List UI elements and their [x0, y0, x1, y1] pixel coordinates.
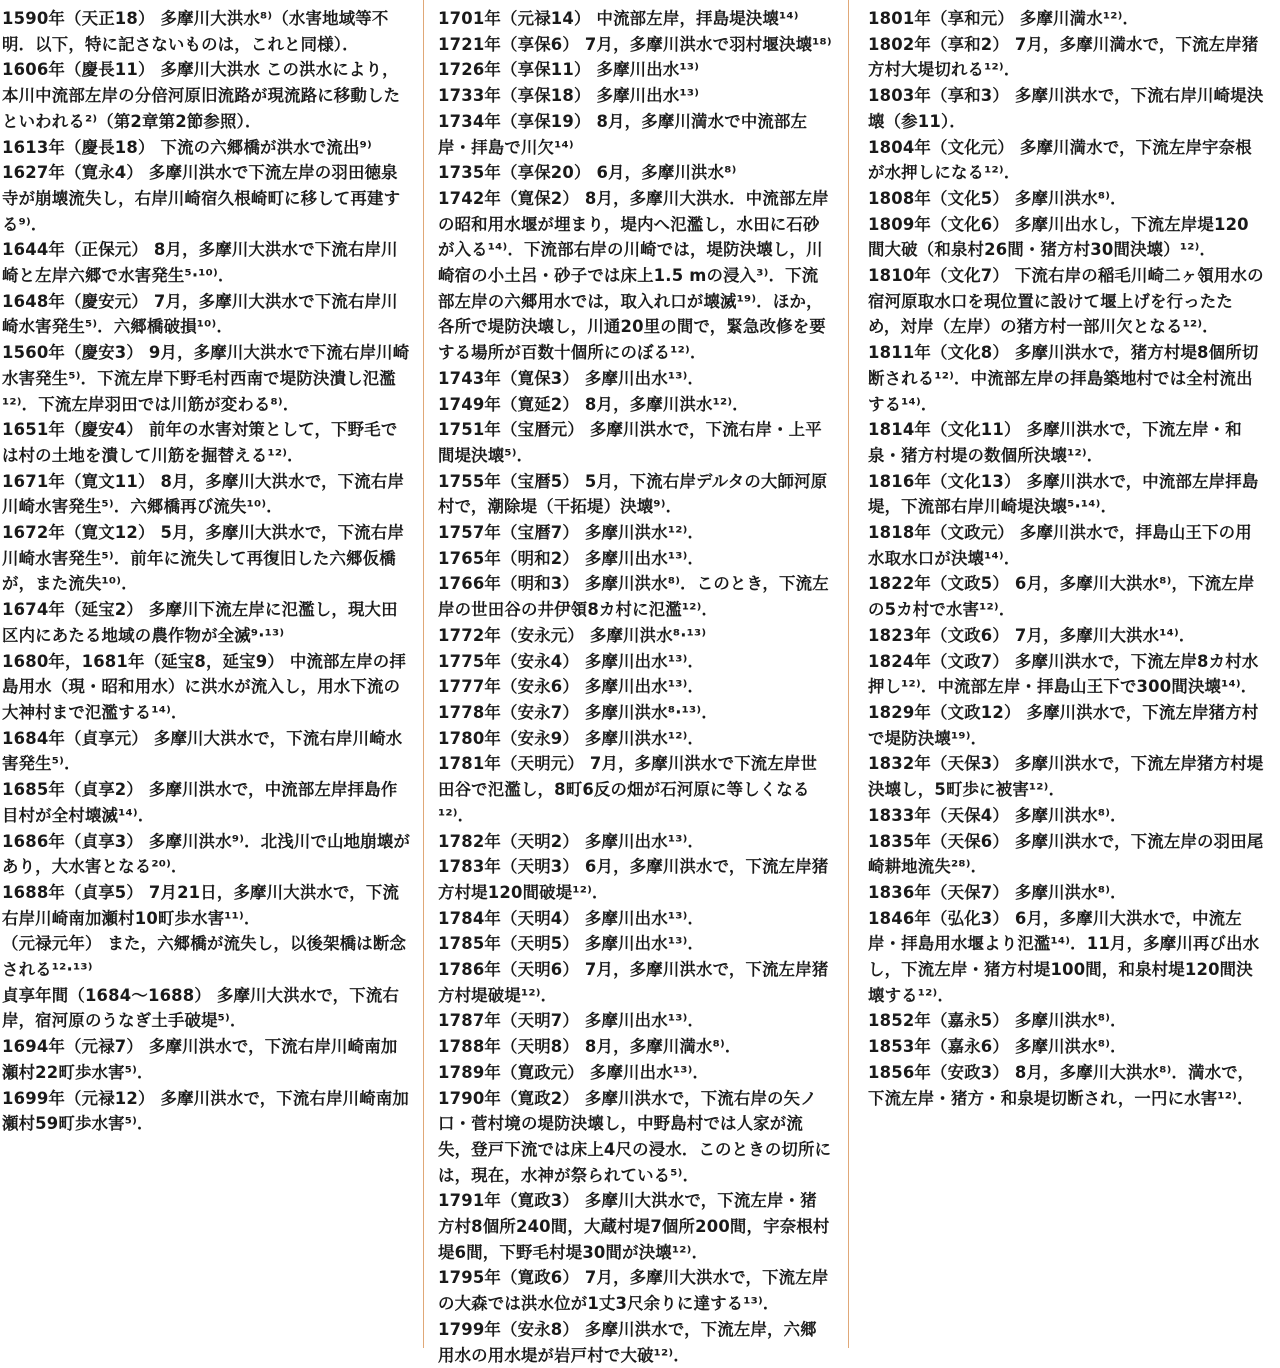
flood-entry: 1835年（天保6） 多摩川洪水で，下流左岸の羽田尾崎耕地流失²⁸⁾． — [868, 831, 1264, 877]
flood-entry: 1772年（安永元） 多摩川洪水⁸·¹³⁾ — [438, 625, 707, 645]
flood-entry: 1791年（寛政3） 多摩川大洪水で，下流左岸・猪方村8個所240間，大蔵村堤7個所200間，宇奈根村堤6間，下野毛村堤30間が決壊¹²⁾． — [438, 1191, 830, 1262]
flood-entry: 1846年（弘化3） 6月，多摩川大洪水で，中流左岸・拝島用水堰より氾濫¹⁴⁾．11月，多摩川再び出水し，下流左岸・猪方村堤100間，和泉村堤120間決壊する¹²⁾． — [868, 908, 1260, 1005]
flood-entry: 1742年（寛保2） 8月，多摩川大洪水．中流部左岸の昭和用水堰が埋まり，堤内へ氾濫し，水田に石砂が入る¹⁴⁾．下流部右岸の川崎では，堤防決壊し，川崎宿の小土呂・砂子では床上1.5 mの浸入³⁾．下流部左岸の六郷用水では，取入れ口が壊滅¹⁹⁾．ほか，各所で堤防決壊し，川通20里の間で，緊急改修を要する場所が百数十個所にのぼる¹²⁾． — [438, 188, 829, 363]
column-1 — [2, 6, 412, 1137]
column-divider — [848, 0, 849, 1348]
flood-entry: 1814年（文化11） 多摩川洪水で，下流左岸・和泉・猪方村堤の数個所決壊¹²⁾． — [868, 420, 1242, 465]
flood-entry: 1674年（延宝2） 多摩川下流左岸に氾濫し，現大田区内にあたる地域の農作物が全滅⁹·¹³⁾ — [2, 600, 398, 645]
flood-entry: 1808年（文化5） 多摩川洪水⁸⁾． — [868, 188, 1127, 208]
flood-entry: 1694年（元禄7） 多摩川洪水で，下流右岸川崎南加瀬村22町歩水害⁵⁾． — [2, 1037, 398, 1082]
flood-entry: 1686年（貞享3） 多摩川洪水⁹⁾．北浅川で山地崩壊があり，大水害となる²⁰⁾． — [2, 831, 411, 877]
flood-entry: 1775年（安永4） 多摩川出水¹³⁾． — [438, 651, 705, 671]
flood-entry: 1783年（天明3） 6月，多摩川洪水で，下流左岸猪方村堤120間破堤¹²⁾． — [438, 857, 829, 902]
flood-entry: 1823年（文政6） 7月，多摩川大洪水¹⁴⁾． — [868, 625, 1196, 645]
flood-entry: 1803年（享和3） 多摩川洪水で，下流右岸川崎堤決壊（参11）． — [868, 86, 1264, 131]
flood-entry: 1671年（寛文11） 8月，多摩川大洪水で，下流右岸川崎水害発生⁵⁾．六郷橋再び流失¹⁰⁾． — [2, 471, 405, 517]
flood-entry: 1688年（貞享5） 7月21日，多摩川大洪水で，下流右岸川崎南加瀬村10町歩水害¹¹⁾． — [2, 882, 400, 928]
flood-entry: 1733年（享保18） 多摩川出水¹³⁾ — [438, 86, 700, 106]
flood-entry: 1743年（寛保3） 多摩川出水¹³⁾． — [438, 368, 705, 388]
flood-entry: 1811年（文化8） 多摩川洪水で，猪方村堤8個所切断される¹²⁾．中流部左岸の拝島築地村では全村流出する¹⁴⁾． — [868, 343, 1259, 414]
flood-entry: 1721年（享保6） 7月，多摩川洪水で羽村堰決壊¹⁸⁾ — [438, 34, 832, 54]
flood-entry: 1627年（寛永4） 多摩川洪水で下流左岸の羽田徳泉寺が崩壊流失し，右岸川崎宿久根崎町に移して再建する⁹⁾． — [2, 163, 401, 234]
flood-entry: 1734年（享保19） 8月，多摩川満水で中流部左岸・拝島で川欠¹⁴⁾ — [438, 111, 808, 157]
flood-entry: 1787年（天明7） 多摩川出水¹³⁾． — [438, 1011, 705, 1031]
flood-entry: 1757年（宝暦7） 多摩川洪水¹²⁾． — [438, 523, 705, 543]
flood-entry: 1777年（安永6） 多摩川出水¹³⁾． — [438, 677, 705, 697]
flood-entry: 1801年（享和元） 多摩川満水¹²⁾． — [868, 9, 1140, 28]
flood-entry: 1810年（文化7） 下流右岸の稲毛川崎二ヶ領用水の宿河原取水口を現位置に設けて堰上げを行ったため，対岸（左岸）の猪方村一部川欠となる¹²⁾． — [868, 266, 1264, 337]
flood-entry: 1856年（安政3） 8月，多摩川大洪水⁸⁾．満水で，下流左岸・猪方・和泉堤切断され，一円に水害¹²⁾． — [868, 1062, 1255, 1108]
flood-entry: 1833年（天保4） 多摩川洪水⁸⁾． — [868, 805, 1127, 825]
flood-entry: 1751年（宝暦元） 多摩川洪水で，下流右岸・上平間堤決壊⁵⁾． — [438, 420, 822, 465]
flood-entry: 1755年（宝暦5） 5月，下流右岸デルタの大師河原村で，潮除堤（干拓堤）決壊⁹⁾． — [438, 471, 828, 517]
column-divider — [423, 0, 424, 1348]
flood-entry: 1852年（嘉永5） 多摩川洪水⁸⁾． — [868, 1011, 1127, 1031]
flood-entry: 1684年（貞享元） 多摩川大洪水で，下流右岸川崎水害発生⁵⁾． — [2, 728, 403, 774]
flood-entry: 1802年（享和2） 7月，多摩川満水で，下流左岸猪方村大堤切れる¹²⁾． — [868, 34, 1259, 80]
flood-entry: 1822年（文政5） 6月，多摩川大洪水⁸⁾，下流左岸の5カ村で水害¹²⁾． — [868, 574, 1255, 620]
flood-entry: 1784年（天明4） 多摩川出水¹³⁾． — [438, 908, 705, 928]
flood-entry: 1804年（文化元） 多摩川満水で，下流左岸宇奈根が水押しになる¹²⁾． — [868, 137, 1252, 183]
flood-entry: 1644年（正保元） 8月，多摩川大洪水で下流右岸川崎と左岸六郷で水害発生⁵·¹⁰⁾． — [2, 240, 398, 286]
flood-entry: 1818年（文政元） 多摩川洪水で，拝島山王下の用水取水口が決壊¹⁴⁾． — [868, 523, 1252, 568]
flood-entry: 1778年（安永7） 多摩川洪水⁸·¹³⁾． — [438, 702, 718, 722]
flood-entry: 1809年（文化6） 多摩川出水し，下流左岸堤120間大破（和泉村26間・猪方村30間決壊）¹²⁾． — [868, 214, 1249, 260]
flood-entry: 1785年（天明5） 多摩川出水¹³⁾． — [438, 934, 705, 954]
flood-entry: 1680年，1681年（延宝8，延宝9） 中流部左岸の拝島用水（現・昭和用水）に洪水が流入し，用水下流の大神村まで氾濫する¹⁴⁾． — [2, 651, 406, 722]
flood-entry: 1560年（慶安3） 9月，多摩川大洪水で下流右岸川崎水害発生⁵⁾．下流左岸下野毛村西南で堤防決潰し氾濫¹²⁾．下流左岸羽田では川筋が変わる⁸⁾． — [2, 343, 410, 414]
flood-entry: 1781年（天明元） 7月，多摩川洪水で下流左岸世田谷で氾濫し，8町6反の畑が石河原に等しくなる¹²⁾． — [438, 754, 818, 825]
flood-entry: 1789年（寛政元） 多摩川出水¹³⁾． — [438, 1062, 710, 1082]
flood-entry: 1672年（寛文12） 5月，多摩川大洪水で，下流右岸川崎水害発生⁵⁾．前年に流失して再復旧した六郷仮橋が，また流失¹⁰⁾． — [2, 523, 405, 594]
flood-entry: 1780年（安永9） 多摩川洪水¹²⁾． — [438, 728, 705, 748]
flood-entry: 1590年（天正18） 多摩川大洪水⁸⁾（水害地域等不明．以下，特に記さないものは，これと同様）． — [2, 9, 389, 54]
flood-entry: 1816年（文化13） 多摩川洪水で，中流部左岸拝島堤，下流部右岸川崎堤決壊⁵·¹⁴⁾． — [868, 471, 1259, 517]
flood-entry: 1685年（貞享2） 多摩川洪水で，中流部左岸拝島作目村が全村壊滅¹⁴⁾． — [2, 780, 398, 825]
flood-entry: 1701年（元禄14） 中流部左岸，拝島堤決壊¹⁴⁾ — [438, 9, 799, 28]
flood-entry: 1790年（寛政2） 多摩川洪水で，下流右岸の矢ノ口・菅村境の堤防決壊し，中野島村では人家が流失，登戸下流では床上4尺の浸水．このときの切所には，現在，水神が祭られている⁵⁾． — [438, 1088, 832, 1185]
flood-entry: 1606年（慶長11） 多摩川大洪水 この洪水により，本川中流部左岸の分倍河原旧流路が現流路に移動したといわれる²⁾（第2章第2節参照）． — [2, 60, 401, 131]
flood-entry: 1786年（天明6） 7月，多摩川洪水で，下流左岸猪方村堤破堤¹²⁾． — [438, 960, 829, 1005]
column-3 — [868, 6, 1264, 1111]
flood-entry: 1651年（慶安4） 前年の水害対策として，下野毛では村の土地を潰して川筋を掘替える¹²⁾． — [2, 420, 398, 465]
flood-entry: 1648年（慶安元） 7月，多摩川大洪水で下流右岸川崎水害発生⁵⁾．六郷橋破損¹⁰⁾． — [2, 291, 398, 337]
flood-entry: 1799年（安永8） 多摩川洪水で，下流左岸，六郷用水の用水堤が岩戸村で大破¹²⁾． — [438, 1319, 817, 1365]
flood-entry: 1726年（享保11） 多摩川出水¹³⁾ — [438, 60, 700, 80]
flood-entry: 1824年（文政7） 多摩川洪水で，下流左岸8カ村水押し¹²⁾．中流部左岸・拝島山王下で300間決壊¹⁴⁾． — [868, 651, 1259, 697]
flood-entry: 1782年（天明2） 多摩川出水¹³⁾． — [438, 831, 705, 851]
flood-entry: 貞享年間（1684～1688） 多摩川大洪水で，下流右岸，宿河原のうなぎ土手破堤⁵⁾． — [2, 985, 400, 1031]
flood-entry: 1829年（文政12） 多摩川洪水で，下流左岸猪方村で堤防決壊¹⁹⁾． — [868, 702, 1259, 748]
flood-entry: 1765年（明和2） 多摩川出水¹³⁾． — [438, 548, 705, 568]
flood-entry: 1699年（元禄12） 多摩川洪水で，下流右岸川崎南加瀬村59町歩水害⁵⁾． — [2, 1088, 410, 1134]
flood-entry: 1613年（慶長18） 下流の六郷橋が洪水で流出⁹⁾ — [2, 137, 372, 157]
flood-entry: 1836年（天保7） 多摩川洪水⁸⁾． — [868, 882, 1127, 902]
flood-entry: 1766年（明和3） 多摩川洪水⁸⁾．このとき，下流左岸の世田谷の井伊領8カ村に氾濫¹²⁾． — [438, 574, 829, 620]
flood-entry: 1735年（享保20） 6月，多摩川洪水⁸⁾ — [438, 163, 737, 183]
flood-entry: （元禄元年） また，六郷橋が流失し，以後架橋は断念される¹²·¹³⁾ — [2, 934, 407, 980]
flood-entry: 1788年（天明8） 8月，多摩川満水⁸⁾． — [438, 1037, 742, 1057]
flood-entry: 1795年（寛政6） 7月，多摩川大洪水で，下流左岸の大森では洪水位が1丈3尺余りに達する¹³⁾． — [438, 1268, 829, 1314]
flood-entry: 1832年（天保3） 多摩川洪水で，下流左岸猪方村堤決壊し，5町歩に被害¹²⁾． — [868, 754, 1264, 800]
column-2 — [438, 6, 832, 1368]
flood-entry: 1853年（嘉永6） 多摩川洪水⁸⁾． — [868, 1037, 1127, 1057]
flood-entry: 1749年（寛延2） 8月，多摩川洪水¹²⁾． — [438, 394, 749, 414]
